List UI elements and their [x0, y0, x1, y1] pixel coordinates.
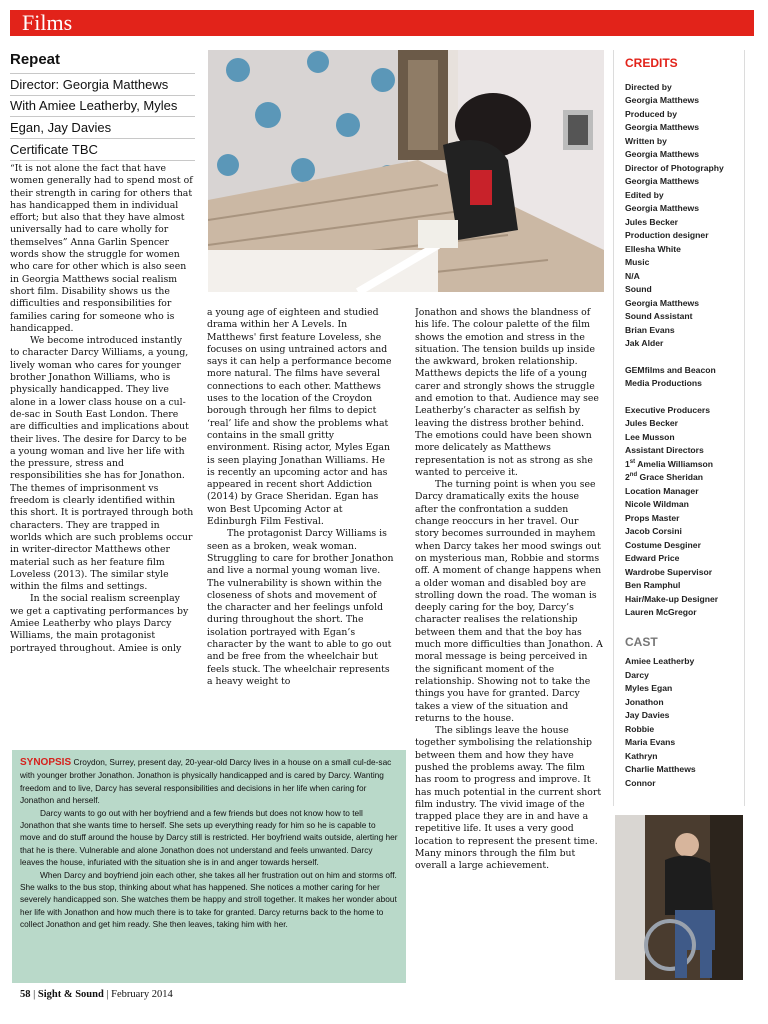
article-paragraph: The protagonist Darcy Williams is seen as a broken, weak woman. Struggling to care for brother Jonathon and live a normal young woman live. The vulnerability is shown within the closeness of shots and movement of the character and her feelings unfold during throughout the short. The isolation portrayed with Egan’s character by the want to able to go out and be free from the wheelchair but feels stuck. The wheelchair represents a heavy weight to — [207, 528, 394, 687]
credit-line: Lauren McGregor — [625, 607, 697, 617]
credit-line: Production designer — [625, 230, 709, 240]
credit-line: Music — [625, 257, 650, 267]
credit-line: Edward Price — [625, 553, 680, 563]
credit-line: Executive Producers — [625, 404, 711, 415]
director-line: Director: Georgia Matthews — [10, 73, 195, 96]
credit-line-assistant-2 — [625, 471, 744, 485]
credit-line: Produced by — [625, 108, 678, 119]
cast-line: Jonathon — [625, 696, 664, 707]
credit-line: Georgia Matthews — [625, 149, 700, 159]
credit-line: Edited by — [625, 189, 664, 200]
credit-name: Amelia Williamson — [635, 458, 714, 469]
credit-line: Sound Assistant — [625, 311, 693, 321]
page-number: 58 — [20, 989, 31, 1000]
section-banner — [10, 10, 754, 36]
article-paragraph: The siblings leave the house together symbolising the relationship between them and how they have pushed the problems away. The film has room to progress and improve. It has much potential in the current short film industry. The vivid image of the trapped place they are in and have a repetitive life. It uses a very good location to represent the present time. Many minors through the film but overall a large achievement. — [415, 725, 602, 872]
section-title: Films — [22, 10, 73, 35]
credit-line: Ellesha White — [625, 243, 681, 254]
credit-line: N/A — [625, 270, 640, 281]
cast-line: Connor — [625, 777, 656, 788]
ordinal-suffix: nd — [629, 472, 638, 479]
wheelchair-photo — [615, 815, 743, 980]
cast-line: Charlie Matthews — [625, 764, 696, 774]
credit-line: Written by — [625, 135, 667, 146]
synopsis-text: Croydon, Surrey, present day, 20-year-old Darcy lives in a house on a small cul-de-sac with younger brother Jonathon. Jonathon is physically handicapped and is cared by Darcy. Wanting freedom and to live, Darcy has several responsibilities and decisions in her life when caring for Jonathon and herself. — [20, 757, 392, 806]
synopsis-paragraph — [20, 756, 398, 807]
synopsis-label: SYNOPSIS — [20, 757, 72, 768]
cast-line: Robbie — [625, 723, 655, 734]
issue-date: February 2014 — [111, 989, 173, 1000]
staircase-photo — [208, 50, 604, 292]
credit-line: Props Master — [625, 512, 680, 523]
credit-line: Costume Desginer — [625, 539, 701, 550]
credit-line: Hair/Make-up Designer — [625, 593, 719, 604]
article-paragraph: We become introduced instantly to character Darcy Williams, a young, lively woman who cares for younger brother Jonathon Williams, who is physically handicapped. They live alone in a lower class house on a cul-de-sac in South East London. There are difficulties and implications about their lives. The desire for Darcy to be a young woman and live her life with the pressure, stress and responsibilities she has for Jonathon. The themes of imprisonment vs freedom is clearly identified within this short. It is portrayed through both characters. They are trapped in worlds which are such problems occur in writer-director Matthews other material such as her feature film Loveless (2013). The similar style within the films and settings. — [10, 335, 194, 593]
credit-line: Georgia Matthews — [625, 176, 700, 186]
article-paragraph: In the social realism screenplay we get a captivating performances by Amiee Leatherby who plays Darcy Williams, the main protagonist portrayed throughout. Amiee is only — [10, 593, 189, 654]
credits-group-1 — [614, 81, 744, 351]
credit-line: Directed by — [625, 81, 672, 92]
credit-line: Jules Becker — [625, 216, 679, 227]
cast-line: Amiee Leatherby — [625, 656, 695, 666]
ordinal-suffix: st — [629, 458, 636, 465]
credit-line: Georgia Matthews — [625, 122, 700, 132]
magazine-name: Sight & Sound — [37, 989, 104, 1000]
credit-line: Georgia Matthews — [625, 95, 700, 105]
synopsis-paragraph: Darcy wants to go out with her boyfriend and a few friends but does not know how to tell Jonathon that she wants time to herself. She sets up everything ready for him so he is capable to move and do stuff around the house by Darcy still is restricted. Her boyfriend waits outside, alerting her that he is there. Vulnerable and alone Jonathon does not understand and feels unwanted. Darcy leaves the house, infuriated with the situation she is in and anger towards herself. — [20, 807, 398, 868]
credit-line: Georgia Matthews — [625, 297, 700, 308]
cast-line: Darcy — [625, 669, 649, 680]
credit-line: Lee Musson — [625, 431, 675, 442]
article-paragraph: Jonathon and shows the blandness of his life. The colour palette of the film shows the emotion and stress in the situation. The tension builds up inside the awkward, broken relationship. Matthews depicts the life of a young carer and strongly shows the struggle and emotion to that. Audience may see Leatherby’s character as selfish by leaving the distress brother behind. The emotions could have been shown more delicately as Matthews representation is not as strong as she wanted to perceive it. — [415, 307, 599, 478]
article-column-2 — [207, 307, 394, 739]
article-paragraph: a young age of eighteen and studied drama within her A Levels. In Matthews' first feature Loveless, she focuses on using untrained actors and says it can help a performance become more natural. The films have several connections to each other. Matthews uses to the location of the Croydon borough through her films to depict ‘real’ life and show the problems what contains in the small gritty environment. Rising actor, Myles Egan is seen playing Jonathan Williams. He is recently an upcoming actor and has appeared in recent short Addiction (2014) by Grace Sheridan. Egan has won Best Upcoming Actor at Edinburgh Film Festival. — [207, 307, 392, 528]
cast-line: Jay Davies — [625, 710, 670, 720]
cast-line: Maria Evans — [625, 737, 676, 747]
cast-line: Myles Egan — [625, 683, 673, 693]
credit-line: Nicole Wildman — [625, 499, 689, 509]
ordinal-number: 2 — [625, 472, 630, 482]
credit-line: GEMfilms and Beacon — [625, 364, 716, 375]
cast-line: Kathryn — [625, 750, 658, 761]
credits-title: CREDITS — [625, 56, 678, 70]
article-paragraph: The turning point is when you see Darcy dramatically exits the house after the confrontation a sudden change reoccurs in her travel. Our story becomes surrounded in mayhem when Darcy takes her mood swings out on mysterious man, Robbie and storms off. A moment of change happens when a older woman and disabled boy are strolling down the road. The woman is deeply caring for the boy, Darcy’s character realises the relationship between them and that the boy has much more difficulties than Jonathon. A moral message is being perceived in the significant moment of the relationship. Showing not to take the things you have for granted. Darcy takes a view of the situation and returns to the house. — [415, 479, 603, 724]
film-title: Repeat — [10, 51, 61, 68]
credit-name: Grace Sheridan — [637, 472, 704, 482]
synopsis-paragraph: When Darcy and boyfriend join each other, she takes all her frustration out on him and storms off. She walks to the bus stop, thinking about what has happened. She notices a mother caring for her severely handicapped son. She watches them be happy and stroll together. It makes her wonder about her life with Jonathon and how much there is to take for granted. Darcy returns back to the home to collect Jonathon and get him ready. She then leaves, taking him with her. — [20, 869, 397, 930]
footer-separator: | — [33, 989, 38, 1000]
certificate-line: Certificate TBC — [10, 139, 195, 161]
credit-line: Georgia Matthews — [625, 203, 700, 213]
credit-line: Wardrobe Supervisor — [625, 566, 713, 577]
credit-line: Media Productions — [625, 378, 702, 388]
cast-title: CAST — [625, 634, 658, 649]
article-column-1 — [10, 163, 194, 741]
credit-line: Jak Alder — [625, 338, 664, 348]
cast-line-1: With Amiee Leatherby, Myles — [10, 95, 195, 117]
credit-line: Assistant Directors — [625, 445, 704, 455]
credit-line: Location Manager — [625, 485, 699, 496]
credit-line-assistant-1 — [625, 458, 744, 472]
synopsis-box — [12, 750, 406, 983]
ordinal-number: 1 — [625, 458, 630, 469]
credit-line: Jules Becker — [625, 418, 679, 428]
credit-line: Sound — [625, 284, 652, 294]
cast-line-2: Egan, Jay Davies — [10, 117, 195, 139]
article-paragraph: “It is not alone the fact that have women generally had to spend most of their strength in caring for others that has handicapped them in individual effort; but also that they have almost universally had to care wholly for themselves” Anna Garlin Spencer words show the struggle for women who care for other which is also seen in Georgia Matthews social realism short film. Disability shows us the difficulties and responsibilities for families caring for someone who is handicapped. — [10, 163, 193, 334]
article-column-3 — [415, 307, 603, 981]
credits-sidebar — [613, 50, 745, 806]
page-footer — [20, 989, 173, 1000]
footer-separator: | — [106, 989, 112, 1000]
credit-line: Director of Photography — [625, 162, 724, 173]
credit-line: Brian Evans — [625, 324, 675, 335]
credit-line: Jacob Corsini — [625, 526, 682, 536]
credit-line: Ben Ramphul — [625, 580, 681, 590]
